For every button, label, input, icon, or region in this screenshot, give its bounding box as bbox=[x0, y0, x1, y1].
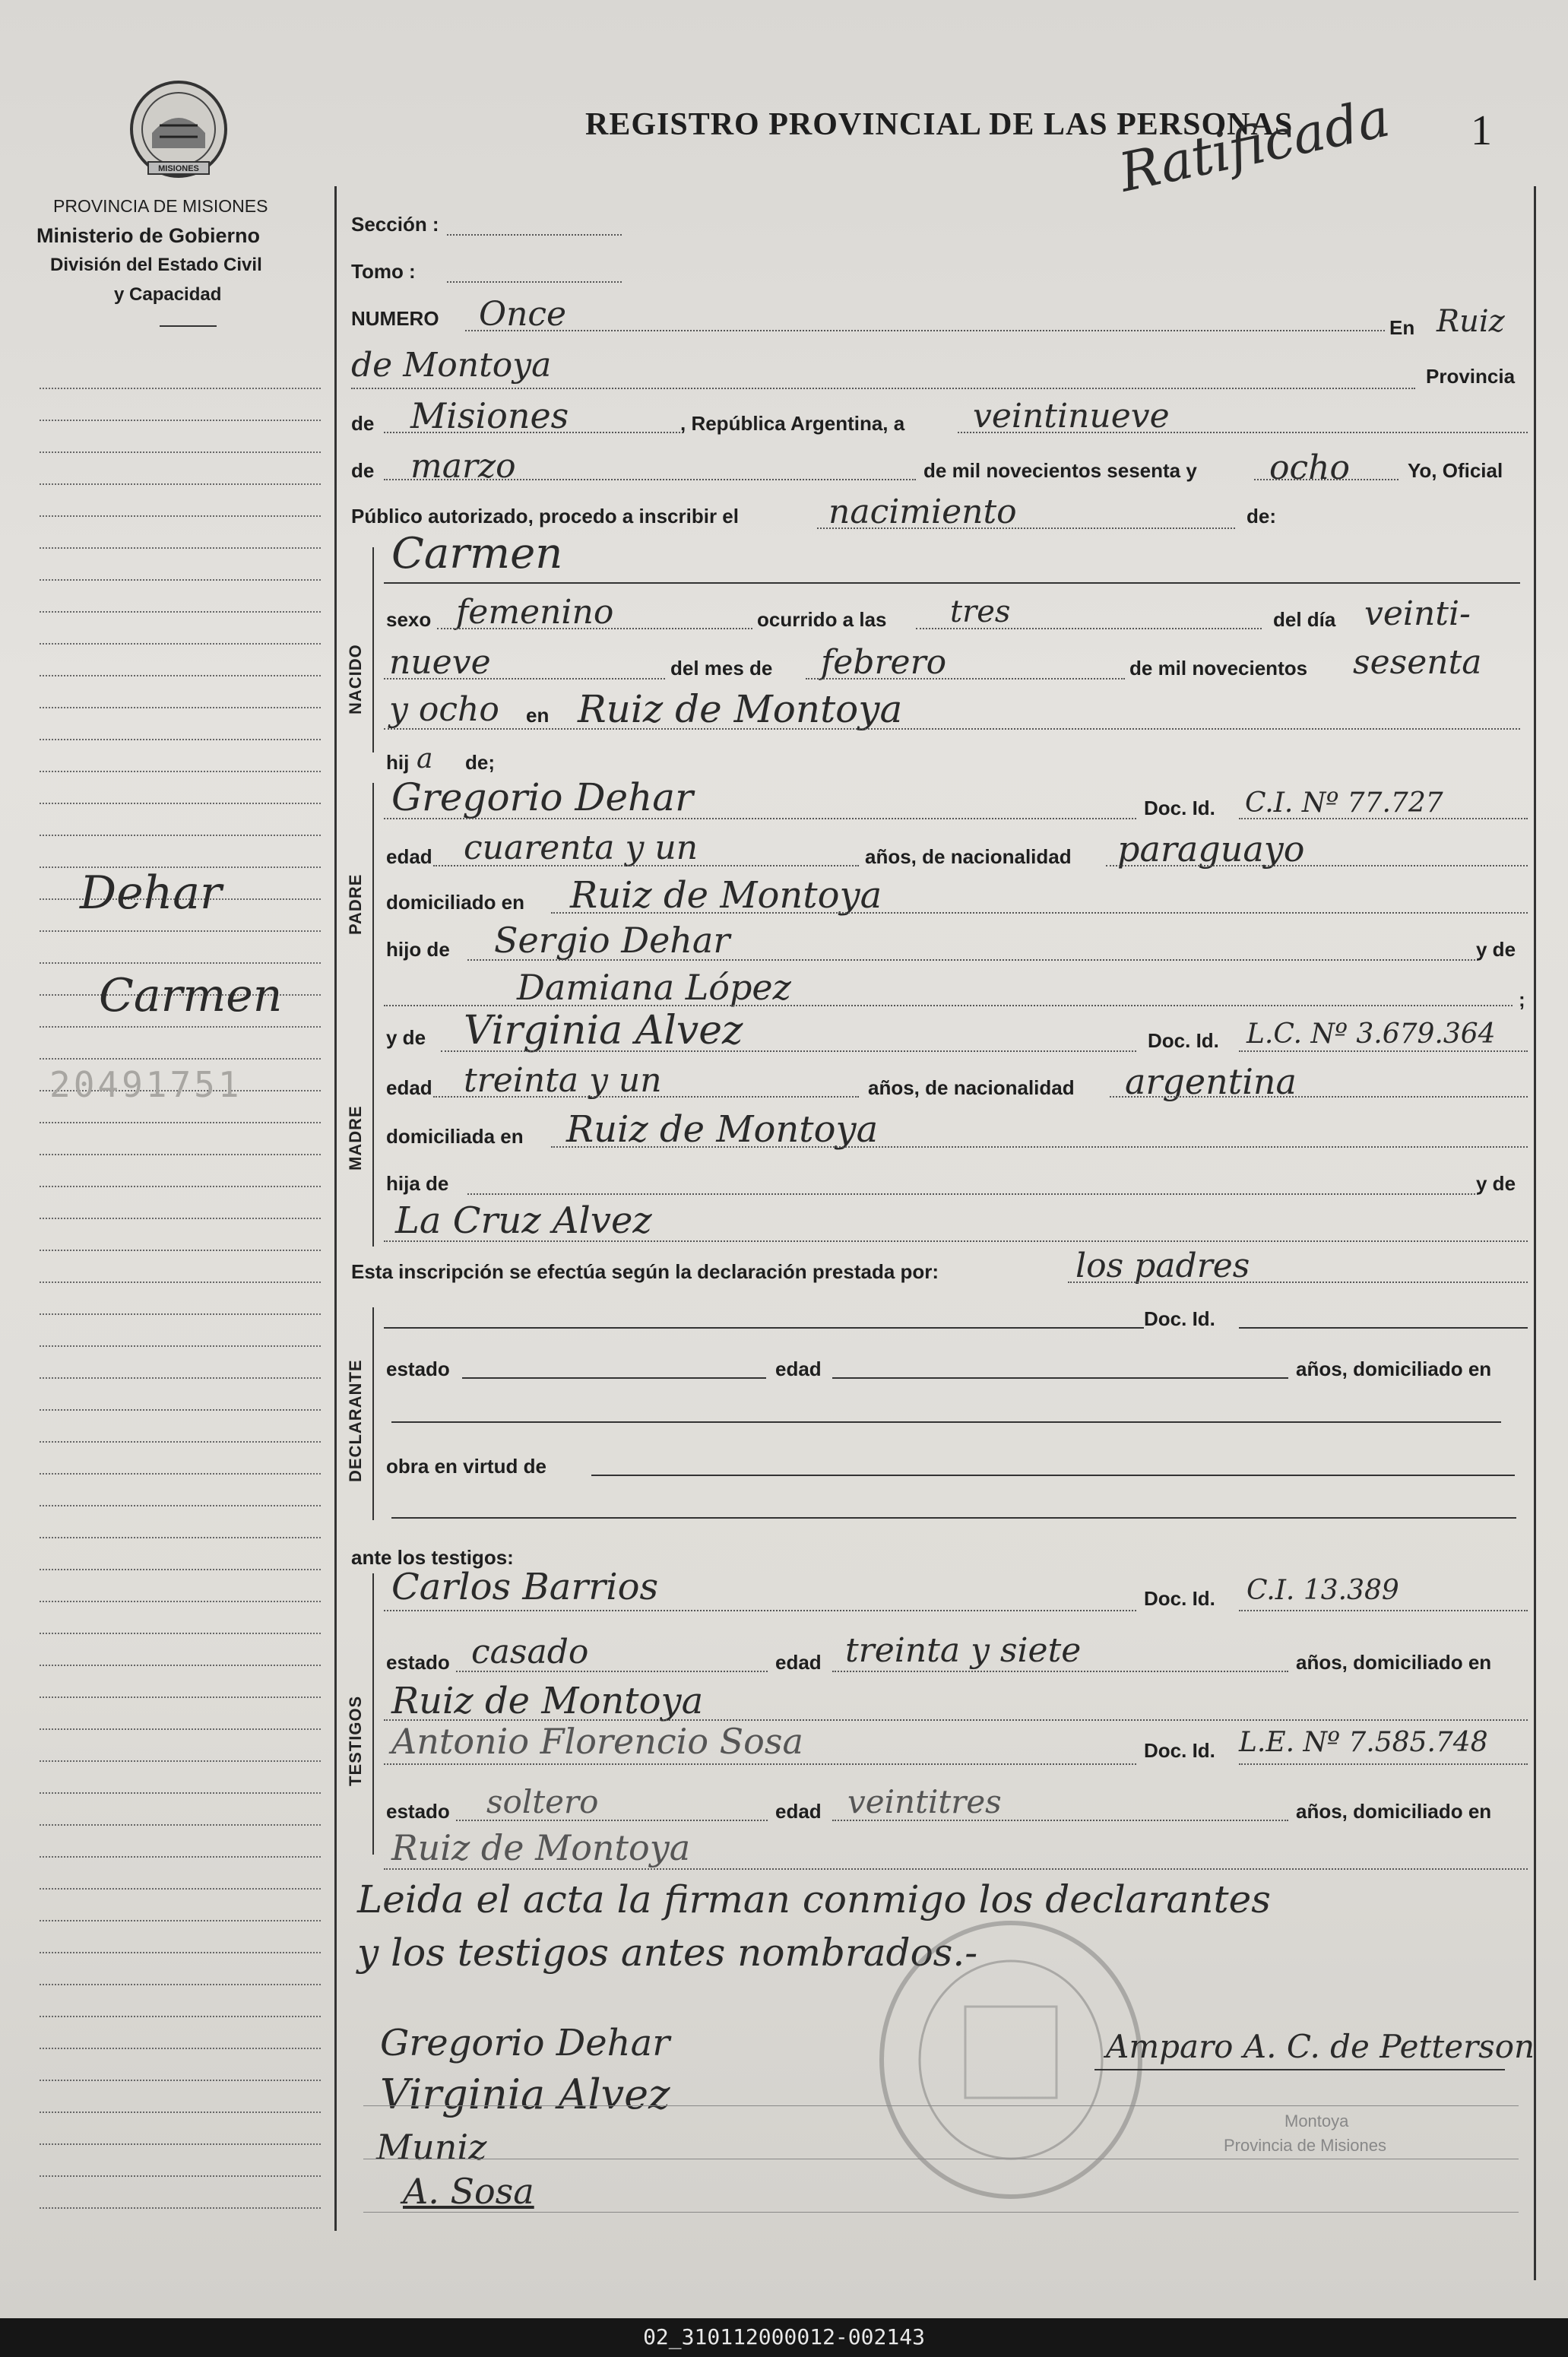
signature-father: Gregorio Dehar bbox=[380, 2022, 670, 2064]
testigo2-edad-value: veintitres bbox=[847, 1783, 1002, 1820]
margin-given-name: Carmen bbox=[99, 969, 283, 1022]
testigo2-nombre-field bbox=[384, 1763, 1136, 1765]
lugar-nac-value: Ruiz de Montoya bbox=[578, 687, 903, 731]
anio-registro-field bbox=[1254, 479, 1399, 480]
section-rule-nacido bbox=[372, 547, 374, 752]
label-doc-declarante: Doc. Id. bbox=[1144, 1307, 1215, 1330]
section-rule-testigos bbox=[372, 1573, 374, 1855]
madre-doc-field bbox=[1239, 1050, 1528, 1052]
madre-edad-field bbox=[433, 1096, 859, 1098]
page-mark: 1 bbox=[1471, 107, 1492, 154]
dia-registro-value: veintinueve bbox=[973, 397, 1170, 436]
testigo2-domicilio-field bbox=[384, 1868, 1528, 1870]
left-frame bbox=[334, 186, 337, 2231]
org-line4: y Capacidad bbox=[114, 284, 222, 305]
label-de-mil: de mil novecientos sesenta y bbox=[923, 459, 1197, 482]
label-anos-nac-padre: años, de nacionalidad bbox=[865, 845, 1072, 868]
declarante-field bbox=[1068, 1281, 1528, 1283]
testigo1-nombre-field bbox=[384, 1610, 1136, 1611]
label-publico: Público autorizado, procedo a inscribir el bbox=[351, 505, 739, 527]
testigo1-estado-field bbox=[456, 1671, 768, 1672]
testigo1-edad-field bbox=[832, 1671, 1288, 1672]
acto-value: nacimiento bbox=[828, 493, 1017, 531]
lugar-field bbox=[351, 388, 1415, 389]
seccion-field bbox=[447, 234, 622, 236]
padre-nombre-value: Gregorio Dehar bbox=[391, 775, 694, 819]
testigo1-doc-field bbox=[1239, 1610, 1528, 1611]
dia-nac-value: veinti- bbox=[1364, 594, 1471, 633]
label-estado-testigo1: estado bbox=[386, 1651, 450, 1674]
label-doc-padre: Doc. Id. bbox=[1144, 797, 1215, 819]
padre-madre-value: Damiana López bbox=[517, 967, 791, 1008]
madre-edad-value: treinta y un bbox=[464, 1061, 662, 1100]
signature-rule-1 bbox=[363, 2105, 1519, 2106]
margin-stamp-number: 20491751 bbox=[49, 1064, 242, 1105]
label-obra: obra en virtud de bbox=[386, 1455, 546, 1478]
section-testigos-label: TESTIGOS bbox=[346, 1695, 365, 1786]
madre-domicilio-field bbox=[551, 1146, 1528, 1148]
label-de-2: de bbox=[351, 459, 375, 482]
padre-edad-field bbox=[433, 865, 859, 866]
nombre-value: Carmen bbox=[391, 529, 563, 578]
madre-madre-value: La Cruz Alvez bbox=[395, 1199, 652, 1242]
label-edad-padre: edad bbox=[386, 845, 432, 868]
label-tomo: Tomo : bbox=[351, 260, 416, 283]
anio-registro-value: ocho bbox=[1269, 448, 1350, 487]
padre-nacionalidad-value: paraguayo bbox=[1117, 828, 1305, 870]
label-de-1: de bbox=[351, 412, 375, 435]
signature-witness2: A. Sosa bbox=[403, 2171, 534, 2212]
section-nacido-label: NACIDO bbox=[346, 644, 365, 714]
dia-nac-cont-field bbox=[384, 678, 665, 680]
padre-madre-field bbox=[384, 1005, 1513, 1006]
testigo2-domicilio-value: Ruiz de Montoya bbox=[391, 1827, 691, 1868]
label-domiciliado-padre: domiciliado en bbox=[386, 891, 525, 914]
numero-field bbox=[465, 330, 1385, 331]
madre-nacionalidad-field bbox=[1110, 1096, 1528, 1098]
lugar-value: de Montoya bbox=[351, 346, 552, 385]
testigo2-nombre-value: Antonio Florencio Sosa bbox=[391, 1721, 803, 1762]
label-del-dia: del día bbox=[1273, 608, 1336, 631]
label-doc-testigo1: Doc. Id. bbox=[1144, 1587, 1215, 1610]
label-anos-dom-declarante: años, domiciliado en bbox=[1296, 1357, 1492, 1380]
anio-nac-cont-value: y ocho bbox=[389, 690, 499, 729]
label-declaracion: Esta inscripción se efectúa según la declaración prestada por: bbox=[351, 1260, 939, 1283]
testigo1-edad-value: treinta y siete bbox=[845, 1631, 1082, 1670]
padre-domicilio-value: Ruiz de Montoya bbox=[570, 874, 882, 917]
official-stamp-line2: Provincia de Misiones bbox=[1224, 2136, 1386, 2155]
label-provincia: Provincia bbox=[1426, 365, 1516, 388]
org-line1: PROVINCIA DE MISIONES bbox=[53, 196, 268, 216]
label-de-semicolon: de; bbox=[465, 751, 495, 774]
padre-padre-field bbox=[467, 959, 1478, 961]
margin-surname: Dehar bbox=[80, 866, 222, 920]
label-y-de-padre: y de bbox=[1476, 938, 1516, 961]
label-de-mil-nov: de mil novecientos bbox=[1129, 657, 1308, 680]
testigo2-estado-field bbox=[456, 1820, 768, 1821]
mes-registro-value: marzo bbox=[410, 447, 516, 486]
padre-nacionalidad-field bbox=[1106, 865, 1528, 866]
declarante-dom-rule bbox=[391, 1421, 1501, 1423]
section-madre-label: MADRE bbox=[346, 1105, 365, 1171]
en-value: Ruiz bbox=[1437, 304, 1505, 339]
madre-domicilio-value: Ruiz de Montoya bbox=[566, 1108, 879, 1151]
testigo1-estado-value: casado bbox=[471, 1633, 589, 1671]
label-edad-testigo1: edad bbox=[775, 1651, 822, 1674]
label-anos-dom-testigo2: años, domiciliado en bbox=[1296, 1800, 1492, 1823]
obra-rule bbox=[591, 1475, 1515, 1476]
declarante-estado-rule bbox=[462, 1377, 766, 1379]
section-padre-label: PADRE bbox=[346, 873, 365, 935]
acto-field bbox=[817, 527, 1235, 529]
label-del-mes: del mes de bbox=[670, 657, 773, 680]
label-ocurrido: ocurrido a las bbox=[757, 608, 887, 631]
numero-value: Once bbox=[479, 295, 567, 334]
madre-nombre-value: Virginia Alvez bbox=[464, 1008, 743, 1053]
official-stamp-line1: Montoya bbox=[1284, 2111, 1349, 2130]
label-en-lower: en bbox=[526, 704, 550, 727]
declarante-value: los padres bbox=[1075, 1247, 1250, 1285]
madre-doc-value: L.C. Nº 3.679.364 bbox=[1246, 1019, 1496, 1050]
hij-suffix-value: a bbox=[417, 743, 433, 775]
padre-edad-value: cuarenta y un bbox=[464, 828, 698, 867]
label-semicolon: ; bbox=[1519, 988, 1525, 1011]
declarante-edad-rule bbox=[832, 1377, 1288, 1379]
org-line2: Ministerio de Gobierno bbox=[36, 224, 261, 247]
section-rule-declarante bbox=[372, 1307, 374, 1520]
official-signature-rule bbox=[1094, 2069, 1505, 2070]
dia-nac-cont-value: nueve bbox=[389, 643, 491, 682]
label-hij: hij bbox=[386, 751, 410, 774]
label-edad-testigo2: edad bbox=[775, 1800, 822, 1823]
corner-annotation: Ratificada bbox=[1113, 86, 1395, 204]
testigo1-domicilio-value: Ruiz de Montoya bbox=[391, 1680, 704, 1722]
hora-value: tres bbox=[950, 594, 1011, 629]
testigo1-doc-value: C.I. 13.389 bbox=[1246, 1575, 1399, 1606]
label-domiciliada-madre: domiciliada en bbox=[386, 1125, 524, 1148]
mes-registro-field bbox=[384, 479, 916, 480]
lugar-nac-field bbox=[384, 728, 1520, 730]
signature-mother: Virginia Alvez bbox=[380, 2070, 670, 2118]
label-estado-testigo2: estado bbox=[386, 1800, 450, 1823]
label-en: En bbox=[1389, 316, 1415, 339]
signature-witness1: Muniz bbox=[376, 2127, 487, 2168]
testigo2-doc-value: L.E. Nº 7.585.748 bbox=[1239, 1727, 1488, 1758]
label-y-de-madre2: y de bbox=[1476, 1172, 1516, 1195]
padre-domicilio-field bbox=[551, 912, 1528, 914]
label-y-de-madre: y de bbox=[386, 1026, 426, 1049]
anio-nac-value: sesenta bbox=[1353, 643, 1482, 682]
padre-doc-field bbox=[1239, 818, 1528, 819]
closing-line1: Leida el acta la firman conmigo los declarantes bbox=[357, 1877, 1271, 1921]
hora-field bbox=[916, 628, 1262, 629]
provincia-field bbox=[384, 432, 680, 433]
org-line3: División del Estado Civil bbox=[50, 255, 262, 275]
label-hijo-de: hijo de bbox=[386, 938, 450, 961]
madre-nombre-field bbox=[441, 1050, 1136, 1052]
section-declarante-label: DECLARANTE bbox=[346, 1359, 365, 1482]
label-anos-nac-madre: años, de nacionalidad bbox=[868, 1076, 1075, 1099]
sexo-value: femenino bbox=[456, 593, 614, 632]
madre-nacionalidad-value: argentina bbox=[1125, 1061, 1297, 1102]
mes-nac-value: febrero bbox=[821, 643, 947, 682]
svg-text:MISIONES: MISIONES bbox=[158, 164, 199, 173]
right-frame bbox=[1534, 186, 1536, 2280]
label-de-colon: de: bbox=[1246, 505, 1276, 527]
testigo2-estado-value: soltero bbox=[486, 1783, 599, 1820]
testigo2-doc-field bbox=[1239, 1763, 1528, 1765]
section-rule-madre bbox=[372, 1019, 374, 1247]
label-sexo: sexo bbox=[386, 608, 432, 631]
mes-nac-field bbox=[806, 678, 1125, 680]
label-anos-dom-testigo1: años, domiciliado en bbox=[1296, 1651, 1492, 1674]
page-title: REGISTRO PROVINCIAL DE LAS PERSONAS bbox=[585, 107, 1294, 142]
file-id: 02_310112000012-002143 bbox=[643, 2324, 925, 2349]
footer-bar bbox=[0, 2318, 1568, 2357]
label-seccion: Sección : bbox=[351, 213, 439, 236]
label-ante-testigos: ante los testigos: bbox=[351, 1546, 514, 1569]
org-divider bbox=[160, 325, 217, 327]
padre-doc-value: C.I. Nº 77.727 bbox=[1245, 787, 1443, 819]
provincial-seal-icon bbox=[122, 72, 236, 186]
label-doc-testigo2: Doc. Id. bbox=[1144, 1739, 1215, 1762]
closing-line2: y los testigos antes nombrados.- bbox=[357, 1931, 978, 1975]
signature-official: Amparo A. C. de Petterson bbox=[1106, 2028, 1535, 2065]
padre-nombre-field bbox=[384, 818, 1136, 819]
label-doc-madre: Doc. Id. bbox=[1148, 1029, 1219, 1052]
testigo1-nombre-value: Carlos Barrios bbox=[391, 1566, 659, 1608]
madre-madre-field bbox=[384, 1240, 1528, 1242]
declarante-name-rule bbox=[384, 1327, 1144, 1329]
label-estado-declarante: estado bbox=[386, 1357, 450, 1380]
testigo2-edad-field bbox=[832, 1820, 1288, 1821]
provincia-value: Misiones bbox=[410, 395, 569, 436]
dia-registro-field bbox=[958, 432, 1528, 433]
section-rule-padre bbox=[372, 783, 374, 1019]
obra-rule-2 bbox=[391, 1517, 1516, 1519]
padre-padre-value: Sergio Dehar bbox=[494, 920, 730, 961]
signature-rule-3 bbox=[363, 2212, 1519, 2213]
nombre-rule bbox=[384, 582, 1520, 584]
label-hija-de: hija de bbox=[386, 1172, 449, 1195]
label-republica: , República Argentina, a bbox=[680, 412, 905, 435]
sexo-field bbox=[437, 628, 752, 629]
madre-padre-field bbox=[467, 1193, 1478, 1195]
label-edad-declarante: edad bbox=[775, 1357, 822, 1380]
declarante-doc-rule bbox=[1239, 1327, 1528, 1329]
tomo-field bbox=[447, 281, 622, 283]
label-edad-madre: edad bbox=[386, 1076, 432, 1099]
label-yo-oficial: Yo, Oficial bbox=[1408, 459, 1503, 482]
label-numero: NUMERO bbox=[351, 307, 439, 330]
